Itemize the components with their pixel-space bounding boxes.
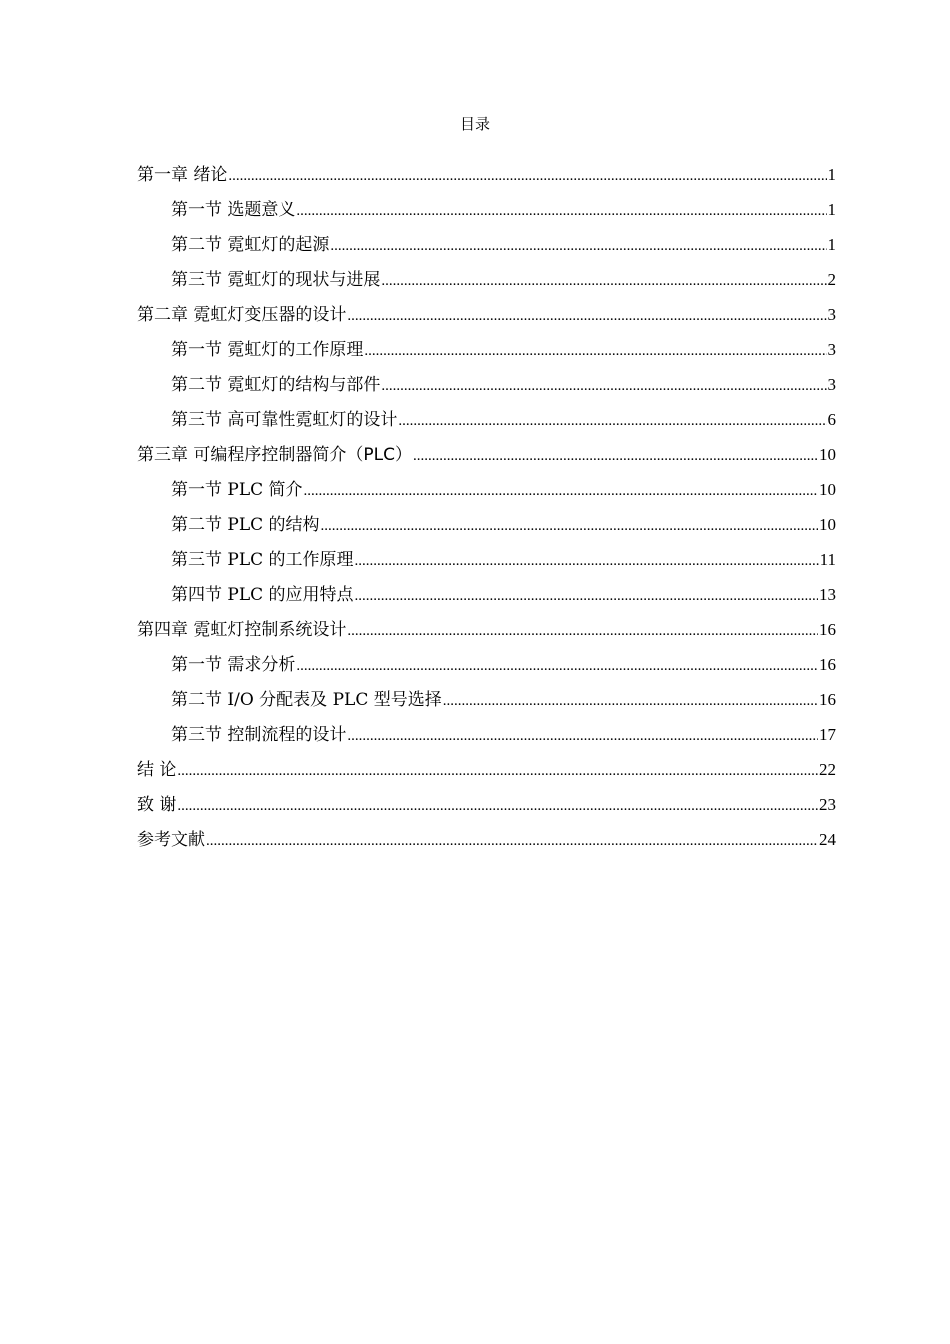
toc-leader xyxy=(347,719,818,752)
toc-leader xyxy=(413,439,818,472)
toc-entry-label: 第三节 霓虹灯的现状与进展 xyxy=(171,270,381,290)
toc-entry-page: 1 xyxy=(827,235,836,254)
toc-leader xyxy=(381,264,826,297)
toc-entry-page: 3 xyxy=(827,375,836,394)
toc-entry-label: 第二节 霓虹灯的起源 xyxy=(171,235,330,255)
toc-entry[interactable] xyxy=(137,752,836,787)
toc-entry[interactable] xyxy=(137,647,836,682)
toc-entry[interactable] xyxy=(137,157,836,192)
toc-entry-label: 参考文献 xyxy=(137,830,205,850)
toc-entry-page: 2 xyxy=(827,270,836,289)
toc-leader xyxy=(347,614,818,647)
toc-entry-page: 16 xyxy=(819,620,836,639)
toc-entry-page: 13 xyxy=(819,585,836,604)
toc-entry-page: 1 xyxy=(827,200,836,219)
toc-entry-label: 第四章 霓虹灯控制系统设计 xyxy=(137,620,347,640)
toc-entry-label: 第三节 PLC 的工作原理 xyxy=(171,550,354,570)
toc-leader xyxy=(398,404,826,437)
toc-entry[interactable] xyxy=(137,332,836,367)
toc-entry-label: 第三节 控制流程的设计 xyxy=(171,725,347,745)
toc-entry-label: 第一节 PLC 简介 xyxy=(171,480,303,500)
toc-entry-label: 结 论 xyxy=(137,760,177,780)
toc-entry-label: 第二章 霓虹灯变压器的设计 xyxy=(137,305,347,325)
toc-entry-page: 16 xyxy=(819,690,836,709)
toc-entry[interactable] xyxy=(137,717,836,752)
toc-leader xyxy=(443,684,818,717)
toc-entry-page: 24 xyxy=(819,830,836,849)
toc-entry-label: 第一节 需求分析 xyxy=(171,655,296,675)
toc-leader xyxy=(296,649,818,682)
toc-entry[interactable] xyxy=(137,612,836,647)
toc-entry-page: 22 xyxy=(819,760,836,779)
toc-title: 目录 xyxy=(459,115,490,133)
toc-entry-label: 第三节 高可靠性霓虹灯的设计 xyxy=(171,410,398,430)
toc-leader xyxy=(321,509,818,542)
toc-leader xyxy=(177,754,818,787)
toc-entry[interactable] xyxy=(137,367,836,402)
toc-leader xyxy=(355,579,818,612)
toc-entry[interactable] xyxy=(137,787,836,822)
toc-leader xyxy=(296,194,826,227)
toc-entry-page: 11 xyxy=(819,550,836,569)
toc-entry-page: 10 xyxy=(819,445,836,464)
toc-entry-label: 第一节 选题意义 xyxy=(171,200,296,220)
toc-leader xyxy=(228,159,826,192)
toc-entry-page: 6 xyxy=(827,410,836,429)
toc-entry[interactable] xyxy=(137,507,836,542)
toc-leader xyxy=(177,789,818,822)
toc-entry-label: 致 谢 xyxy=(137,795,177,815)
toc-entry[interactable] xyxy=(137,192,836,227)
toc-entry-label: 第三章 可编程序控制器简介（PLC） xyxy=(137,445,412,465)
toc-entry-label: 第二节 PLC 的结构 xyxy=(171,515,320,535)
toc-entry-label: 第一章 绪论 xyxy=(137,165,228,185)
toc-entry-label: 第一节 霓虹灯的工作原理 xyxy=(171,340,364,360)
toc-entry-page: 23 xyxy=(819,795,836,814)
toc-leader xyxy=(364,334,826,367)
toc-entry-label: 第二节 霓虹灯的结构与部件 xyxy=(171,375,381,395)
toc-entry[interactable] xyxy=(137,227,836,262)
toc-entry[interactable] xyxy=(137,402,836,437)
toc-entry[interactable] xyxy=(137,682,836,717)
toc-entry-page: 3 xyxy=(827,340,836,359)
toc-entry-label: 第二节 I/O 分配表及 PLC 型号选择 xyxy=(171,690,442,710)
toc-leader xyxy=(330,229,826,262)
toc-entry[interactable] xyxy=(137,472,836,507)
toc-leader xyxy=(381,369,826,402)
toc-entry[interactable] xyxy=(137,542,836,577)
toc-entry-page: 3 xyxy=(827,305,836,324)
toc-entry-page: 16 xyxy=(819,655,836,674)
toc-entry[interactable] xyxy=(137,577,836,612)
toc-entry[interactable] xyxy=(137,437,836,472)
toc-entry-page: 1 xyxy=(827,165,836,184)
toc-leader xyxy=(304,474,818,507)
toc-leader xyxy=(206,824,818,857)
toc-leader xyxy=(347,299,826,332)
toc-entry-label: 第四节 PLC 的应用特点 xyxy=(171,585,354,605)
toc-entry-page: 10 xyxy=(819,480,836,499)
toc-entry-page: 17 xyxy=(819,725,836,744)
toc-list xyxy=(137,157,836,857)
toc-entry[interactable] xyxy=(137,262,836,297)
toc-entry-page: 10 xyxy=(819,515,836,534)
toc-entry[interactable] xyxy=(137,822,836,857)
toc-leader xyxy=(355,544,819,577)
toc-entry[interactable] xyxy=(137,297,836,332)
